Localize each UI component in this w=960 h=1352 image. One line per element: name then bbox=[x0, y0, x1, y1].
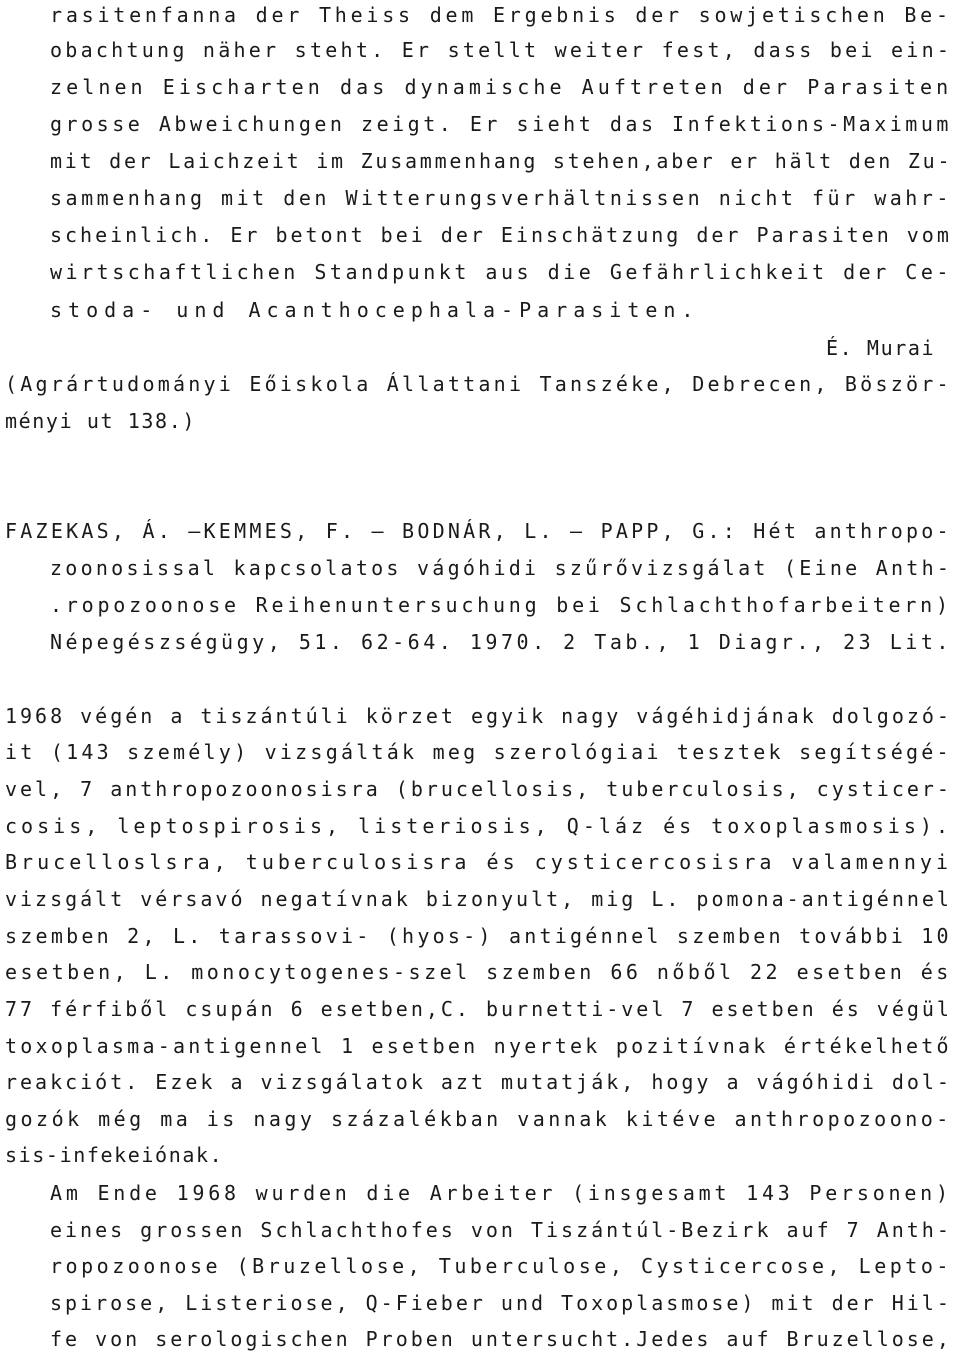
abstract-line: gozók még ma is nagy százalékban vannak kitéve anthropozoono- bbox=[5, 1107, 952, 1131]
text-line: scheinlich. Er betont bei der Einschätzung der Parasiten vom bbox=[50, 223, 952, 247]
abstract-line: 1968 végén a tiszántúli körzet egyik nagy vágéhidjának dolgozó- bbox=[5, 704, 952, 728]
citation-line: zoonosissal kapcsolatos vágóhidi szűrővizsgálat (Eine Anth- bbox=[50, 556, 953, 580]
abstract-line: eines grossen Schlachthofes von Tiszántúl-Bezirk auf 7 Anth- bbox=[50, 1218, 952, 1242]
abstract-line: it (143 személy) vizsgálták meg szerológiai tesztek segítségé- bbox=[5, 740, 952, 764]
text-line: wirtschaftlichen Standpunkt aus die Gefährlichkeit der Ce- bbox=[50, 260, 952, 284]
abstract-line: szemben 2, L. tarassovi- (hyos-) antigénnel szemben további 10 bbox=[5, 924, 952, 948]
author-signature: É. Murai bbox=[826, 336, 936, 360]
text-line: stoda- und Acanthocephala-Parasiten. bbox=[50, 298, 700, 322]
abstract-line: ropozoonose (Bruzellose, Tuberculose, Cysticercose, Lepto- bbox=[50, 1254, 952, 1278]
abstract-line: spirose, Listeriose, Q-Fieber und Toxoplasmose) mit der Hil- bbox=[50, 1291, 952, 1315]
text-line: rasitenfanna der Theiss dem Ergebnis der sowjetischen Be- bbox=[50, 3, 952, 27]
abstract-line: reakciót. Ezek a vizsgálatok azt mutatják, hogy a vágóhidi dol- bbox=[5, 1070, 952, 1094]
abstract-line: sis-infekeiónak. bbox=[5, 1143, 224, 1167]
text-line: grosse Abweichungen zeigt. Er sieht das Infektions-Maximum bbox=[50, 112, 952, 136]
text-line: mit der Laichzeit im Zusammenhang stehen,aber er hält den Zu- bbox=[50, 149, 953, 173]
abstract-line: Am Ende 1968 wurden die Arbeiter (insgesamt 143 Personen) bbox=[50, 1181, 952, 1205]
abstract-line: toxoplasma-antigennel 1 esetben nyertek pozitívnak értékelhető bbox=[5, 1034, 952, 1058]
abstract-line: Brucelloslsra, tuberculosisra és cysticercosisra valamennyi bbox=[5, 850, 953, 874]
abstract-line: 77 férfiből csupán 6 esetben,C. burnetti-vel 7 esetben és végül bbox=[5, 997, 952, 1021]
abstract-line: cosis, leptospirosis, listeriosis, Q-láz és toxoplasmosis). bbox=[5, 814, 953, 838]
citation-line: Népegészségügy, 51. 62-64. 1970. 2 Tab., 1 Diagr., 23 Lit. bbox=[50, 630, 952, 654]
abstract-line: esetben, L. monocytogenes-szel szemben 66 nőből 22 esetben és bbox=[5, 960, 952, 984]
citation-line: FAZEKAS, Á. —KEMMES, F. — BODNÁR, L. — PAPP, G.: Hét anthropo- bbox=[5, 519, 952, 543]
abstract-line: fe von serologischen Proben untersucht.Jedes auf Bruzellose, bbox=[50, 1327, 952, 1351]
affiliation-line: (Agrártudományi Eőiskola Állattani Tanszéke, Debrecen, Böször- bbox=[5, 372, 952, 396]
abstract-line: vizsgált vérsavó negatívnak bizonyult, mig L. pomona-antigénnel bbox=[5, 887, 952, 911]
abstract-line: vel, 7 anthropozoonosisra (brucellosis, tuberculosis, cysticer- bbox=[5, 777, 952, 801]
text-line: sammenhang mit den Witterungsverhältnissen nicht für wahr- bbox=[50, 186, 952, 210]
text-line: zelnen Eischarten das dynamische Auftreten der Parasiten bbox=[50, 75, 953, 99]
text-line: obachtung näher steht. Er stellt weiter fest, dass bei ein- bbox=[50, 38, 953, 62]
citation-line: .ropozoonose Reihenuntersuchung bei Schlachthofarbeitern) bbox=[50, 593, 952, 617]
affiliation-line: ményi ut 138.) bbox=[5, 409, 196, 433]
